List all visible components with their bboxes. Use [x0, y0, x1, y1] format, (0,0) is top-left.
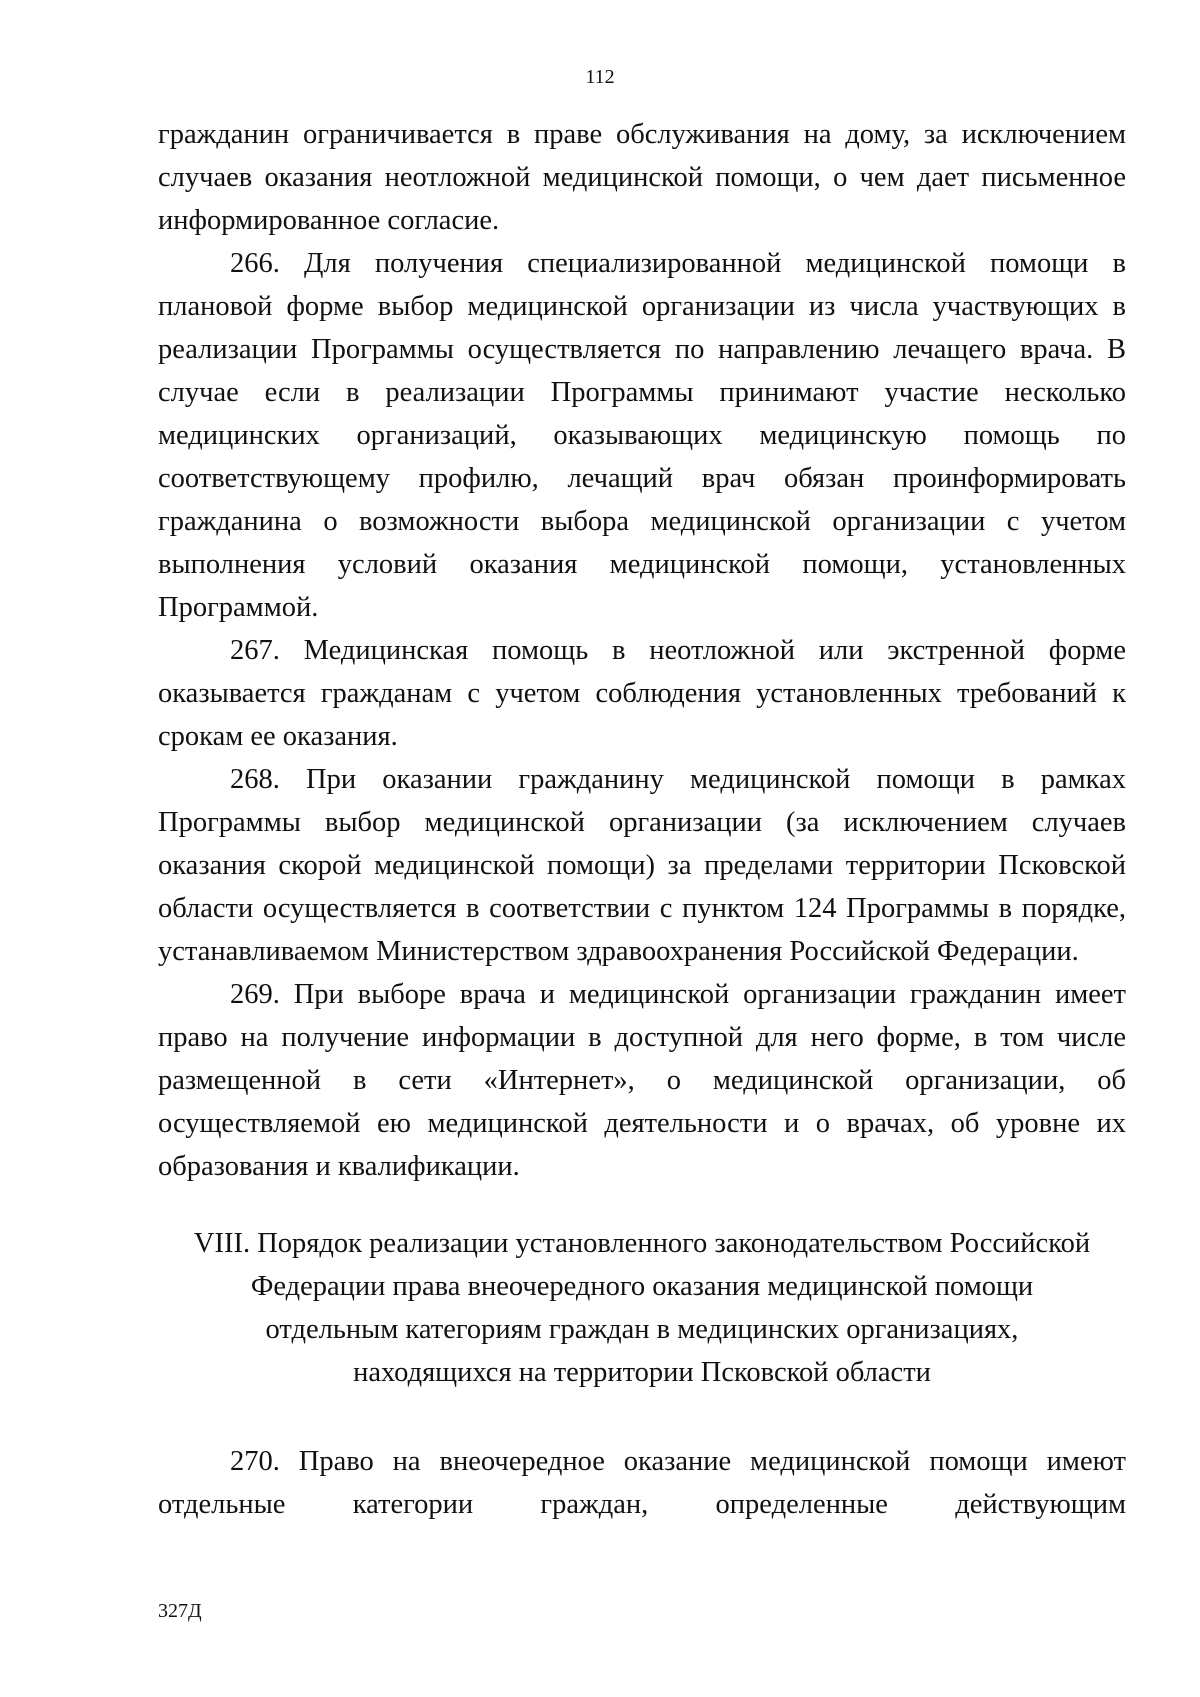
paragraph-266: 266. Для получения специализированной медицинской помощи в плановой форме выбор медицинской организации из числа участвующих в реализации Программы осуществляется по направлению лечащего врача. В случае если в реализации Программы принимают участие несколько медицинских организаций, оказывающих медицинскую помощь по соответствующему профилю, лечащий врач обязан проинформировать гражданина о возможности выбора медицинской организации с учетом выполнения условий оказания медицинской помощи, установленных Программой.	[158, 248, 1126, 623]
paragraph-continued: гражданин ограничивается в праве обслуживания на дому, за исключением случаев оказания неотложной медицинской помощи, о чем дает письменное информированное согласие.	[158, 119, 1126, 236]
paragraph-269: 269. При выборе врача и медицинской организации гражданин имеет право на получение информации в доступной для него форме, в том числе размещенной в сети «Интернет», о медицинской организации, об осуществляемой ею медицинской деятельности и о врачах, об уровне их образования и квалификации.	[158, 979, 1126, 1182]
paragraph-268: 268. При оказании гражданину медицинской помощи в рамках Программы выбор медицинской организации (за исключением случаев оказания скорой медицинской помощи) за пределами территории Псковской области осуществляется в соответствии с пунктом 124 Программы в порядке, устанавливаемом Министерством здравоохранения Российской Федерации.	[158, 764, 1126, 967]
section-heading-line: Федерации права внеочередного оказания медицинской помощи	[250, 1271, 1034, 1302]
section-heading-line: VIII. Порядок реализации установленного законодательством Российской	[193, 1228, 1091, 1259]
paragraph-267: 267. Медицинская помощь в неотложной или экстренной форме оказывается гражданам с учетом соблюдения установленных требований к срокам ее оказания.	[158, 635, 1126, 752]
page-number: 112	[585, 66, 615, 88]
section-heading	[158, 1188, 1126, 1440]
paragraph-270: 270. Право на внеочередное оказание медицинской помощи имеют отдельные категории граждан, определенные действующим	[158, 1446, 1126, 1520]
document-body	[158, 113, 1126, 1526]
section-heading-line: отдельным категориям граждан в медицинских организациях,	[265, 1314, 1019, 1345]
section-heading-line: находящихся на территории Псковской области	[353, 1357, 931, 1388]
footer-document-code: 327Д	[158, 1600, 202, 1622]
